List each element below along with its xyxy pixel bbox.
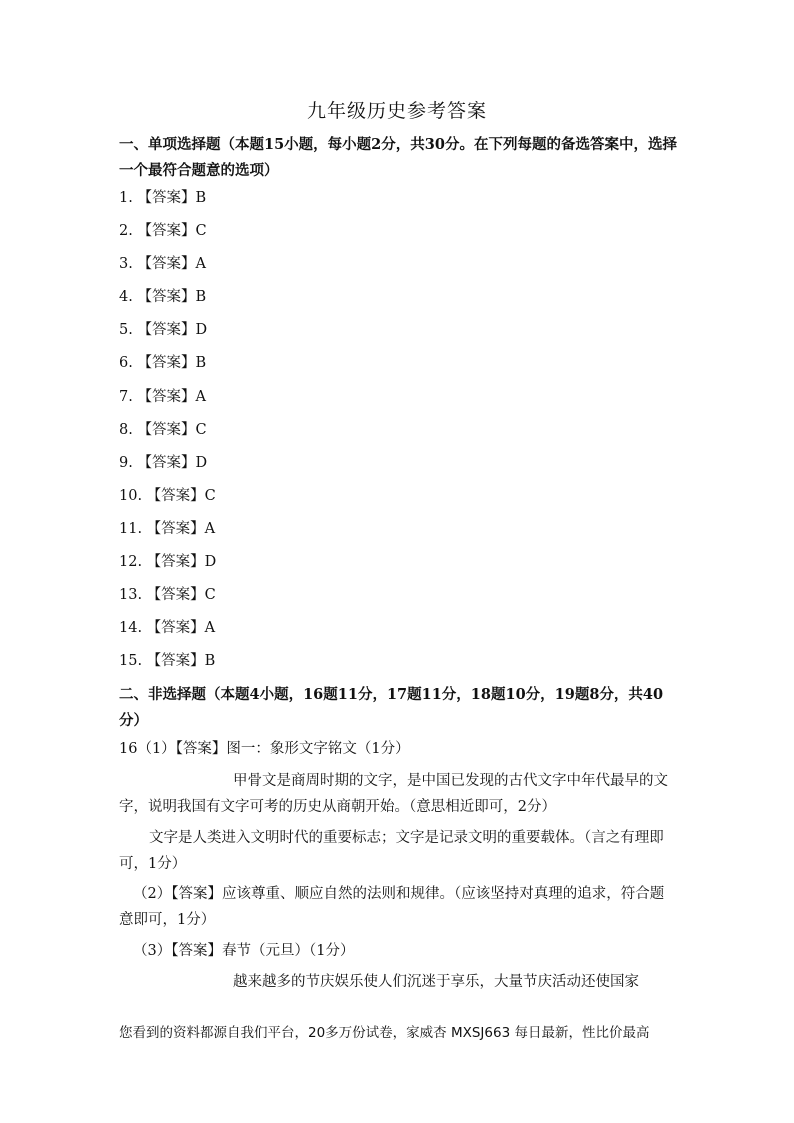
answer-label: 【答案】 (146, 587, 205, 604)
answer-label: 【答案】 (146, 487, 205, 504)
answer-value: B (204, 653, 216, 670)
answer-value: C (195, 223, 207, 240)
q16-part1-detail: 甲骨文是商周时期的文字，是中国已发现的古代文字中年代最早的文字，说明我国有文字可考的历史从商朝开始。（意思相近即可，2分） (119, 773, 668, 815)
q16-part1-extra: 文字是人类进入文明时代的重要标志；文字是记录文明的重要载体。（言之有理即可，1分） (119, 830, 664, 872)
answer-label: 【答案】 (137, 190, 196, 206)
answer-value: A (204, 520, 216, 537)
answer-label: 【答案】 (137, 355, 196, 372)
answer-label: 【答案】 (137, 223, 196, 240)
footer-note: 您看到的资料都源自我们平台，20多万份试卷，家威杏 MXSJ663 每日最新，性比价最高 (119, 1025, 650, 1041)
answer-number: 11. (119, 520, 143, 537)
answer-value: A (195, 256, 206, 273)
page-title: 九年级历史参考答案 (306, 100, 487, 122)
answer-value: A (195, 388, 206, 405)
answer-label: 【答案】 (137, 421, 196, 438)
answer-value: D (195, 322, 208, 339)
answer-number: 3. (119, 256, 133, 273)
answer-row (119, 186, 216, 219)
answer-row (119, 219, 216, 252)
answer-row (119, 649, 216, 682)
answer-row (119, 484, 216, 517)
answer-number: 2. (119, 223, 133, 240)
answer-number: 10. (119, 487, 143, 504)
answer-row (119, 385, 216, 418)
answer-label: 【答案】 (146, 554, 205, 571)
q16-part3-detail: 越来越多的节庆娱乐使人们沉迷于享乐，大量节庆活动还使国家 (233, 974, 639, 990)
answer-number: 4. (119, 289, 133, 306)
answer-number: 8. (119, 421, 133, 438)
answer-row (119, 285, 216, 318)
answer-label: 【答案】 (137, 256, 196, 273)
answer-number: 7. (119, 388, 133, 405)
answer-label: 【答案】 (137, 454, 196, 471)
answer-label: 【答案】 (137, 289, 196, 306)
answer-value: A (204, 620, 216, 637)
answer-value: C (204, 487, 216, 504)
answer-value: D (204, 554, 217, 571)
q16-part1: 16（1）【答案】图一：象形文字铭文（1分） (119, 741, 410, 757)
answer-number: 6. (119, 355, 133, 372)
answer-row (119, 418, 216, 451)
answer-row (119, 351, 216, 384)
answer-row (119, 616, 216, 649)
answer-value: B (195, 289, 207, 306)
answer-row (119, 583, 216, 616)
answer-value: B (195, 190, 207, 206)
answer-number: 13. (119, 587, 143, 604)
answer-label: 【答案】 (137, 388, 196, 405)
answer-label: 【答案】 (146, 620, 205, 637)
section2-heading: 二、非选择题（本题4小题，16题11分，17题11分，18题10分，19题8分，共40分） (119, 686, 664, 729)
answer-number: 1. (119, 190, 133, 206)
answer-number: 5. (119, 322, 133, 339)
answer-row (119, 318, 216, 351)
answer-row (119, 550, 216, 583)
answer-number: 9. (119, 454, 133, 471)
answer-label: 【答案】 (137, 322, 196, 339)
answer-value: B (195, 355, 207, 372)
answer-row (119, 252, 216, 285)
answer-number: 12. (119, 554, 143, 571)
answer-number: 15. (119, 653, 143, 670)
answer-label: 【答案】 (146, 653, 205, 670)
q16-part2: （2）【答案】应该尊重、顺应自然的法则和规律。（应该坚持对真理的追求，符合题意即可，1分） (119, 886, 665, 928)
q16-part3: （3）【答案】春节（元旦）（1分） (133, 943, 355, 959)
answer-list (119, 186, 216, 682)
section1-heading: 一、单项选择题（本题15小题，每小题2分，共30分。在下列每题的备选答案中，选择一个最符合题意的选项） (119, 136, 677, 179)
answer-value: D (195, 454, 208, 471)
answer-label: 【答案】 (146, 520, 205, 537)
answer-number: 14. (119, 620, 143, 637)
answer-row (119, 517, 216, 550)
answer-row (119, 451, 216, 484)
answer-value: C (204, 587, 216, 604)
answer-value: C (195, 421, 207, 438)
